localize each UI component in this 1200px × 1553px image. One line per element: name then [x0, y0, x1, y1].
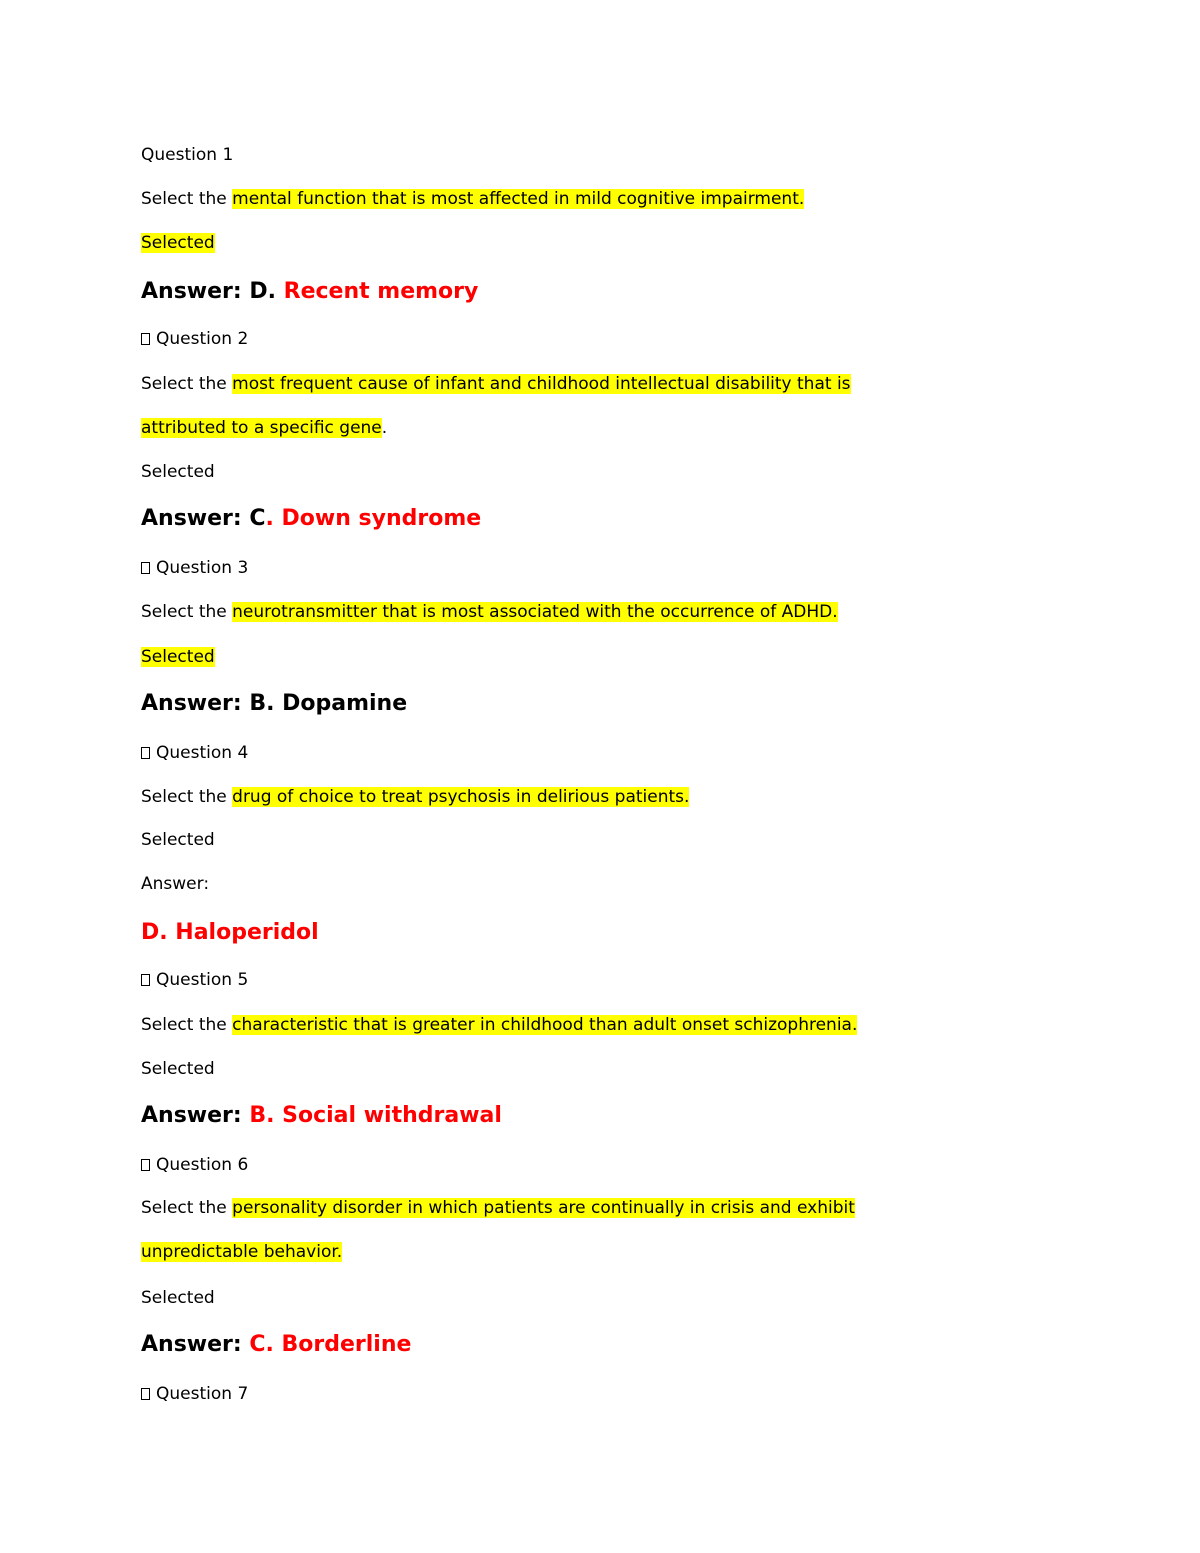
- question-1-selected: [141, 233, 215, 253]
- question-5-selected: [141, 1059, 215, 1079]
- prompt-prefix: Select the: [141, 374, 233, 394]
- question-3-title: [141, 558, 248, 578]
- question-4-answer-label: [141, 874, 209, 894]
- selected-label: Selected: [141, 1059, 215, 1079]
- missing-glyph-icon: [141, 1159, 150, 1171]
- question-2-title: [141, 329, 248, 349]
- answer-value: C. Borderline: [249, 1332, 412, 1357]
- answer-text: Answer: B. Dopamine: [141, 691, 408, 716]
- selected-label: Selected: [141, 647, 215, 667]
- question-7-title: [141, 1384, 248, 1404]
- question-4-selected: [141, 830, 215, 850]
- missing-glyph-icon: [141, 747, 150, 759]
- answer-label: Answer: C: [141, 506, 266, 531]
- prompt-prefix: Select the: [141, 602, 233, 622]
- question-title-text: Question 1: [141, 145, 234, 165]
- selected-label: Selected: [141, 830, 215, 850]
- question-5-prompt: [141, 1015, 857, 1035]
- question-2-prompt-line-2: [141, 418, 387, 438]
- missing-glyph-icon: [141, 1388, 150, 1400]
- prompt-highlighted: mental function that is most affected in mild cognitive impairment.: [232, 189, 805, 209]
- question-3-prompt: [141, 602, 838, 622]
- prompt-highlighted: attributed to a specific gene: [141, 418, 382, 438]
- question-2-selected: [141, 462, 215, 482]
- question-2-prompt-line-1: [141, 374, 851, 394]
- selected-label: Selected: [141, 462, 215, 482]
- question-5-title: [141, 970, 248, 990]
- question-4-answer-value: [141, 920, 319, 946]
- prompt-highlighted: neurotransmitter that is most associated with the occurrence of ADHD.: [232, 602, 838, 622]
- prompt-prefix: Select the: [141, 189, 233, 209]
- answer-value: . Down syndrome: [265, 506, 482, 531]
- question-3-answer: [141, 691, 407, 717]
- question-1-prompt: [141, 189, 804, 209]
- prompt-prefix: Select the: [141, 1015, 233, 1035]
- answer-value: Recent memory: [275, 279, 479, 304]
- missing-glyph-icon: [141, 562, 150, 574]
- prompt-highlighted: characteristic that is greater in childhood than adult onset schizophrenia.: [232, 1015, 858, 1035]
- question-title-text: Question 7: [156, 1384, 249, 1404]
- question-1-title: [141, 145, 233, 165]
- answer-value: B. Social withdrawal: [249, 1103, 502, 1128]
- prompt-highlighted: drug of choice to treat psychosis in delirious patients.: [232, 787, 690, 807]
- question-3-selected: [141, 647, 215, 667]
- question-title-text: Question 6: [156, 1155, 249, 1175]
- question-6-selected: [141, 1288, 215, 1308]
- question-6-prompt-line-1: [141, 1198, 855, 1218]
- question-4-prompt: [141, 787, 689, 807]
- question-title-text: Question 3: [156, 558, 249, 578]
- missing-glyph-icon: [141, 333, 150, 345]
- prompt-prefix: Select the: [141, 787, 233, 807]
- question-4-title: [141, 743, 248, 763]
- answer-label: Answer:: [141, 1103, 250, 1128]
- question-5-answer: [141, 1103, 502, 1129]
- answer-value: D. Haloperidol: [141, 920, 319, 945]
- prompt-highlighted: personality disorder in which patients are continually in crisis and exhibit: [232, 1198, 855, 1218]
- prompt-prefix: Select the: [141, 1198, 233, 1218]
- selected-label: Selected: [141, 233, 215, 253]
- question-title-text: Question 4: [156, 743, 249, 763]
- question-title-text: Question 2: [156, 329, 249, 349]
- question-title-text: Question 5: [156, 970, 249, 990]
- question-6-prompt-line-2: [141, 1242, 342, 1262]
- prompt-highlighted: most frequent cause of infant and childhood intellectual disability that is: [232, 374, 851, 394]
- answer-label: Answer: D.: [141, 279, 276, 304]
- question-2-answer: [141, 506, 481, 532]
- prompt-suffix: .: [381, 418, 388, 438]
- answer-label: Answer:: [141, 874, 210, 894]
- answer-label: Answer:: [141, 1332, 250, 1357]
- question-1-answer: [141, 279, 478, 305]
- prompt-highlighted: unpredictable behavior.: [141, 1242, 343, 1262]
- selected-label: Selected: [141, 1288, 215, 1308]
- question-6-answer: [141, 1332, 411, 1358]
- question-6-title: [141, 1155, 248, 1175]
- missing-glyph-icon: [141, 974, 150, 986]
